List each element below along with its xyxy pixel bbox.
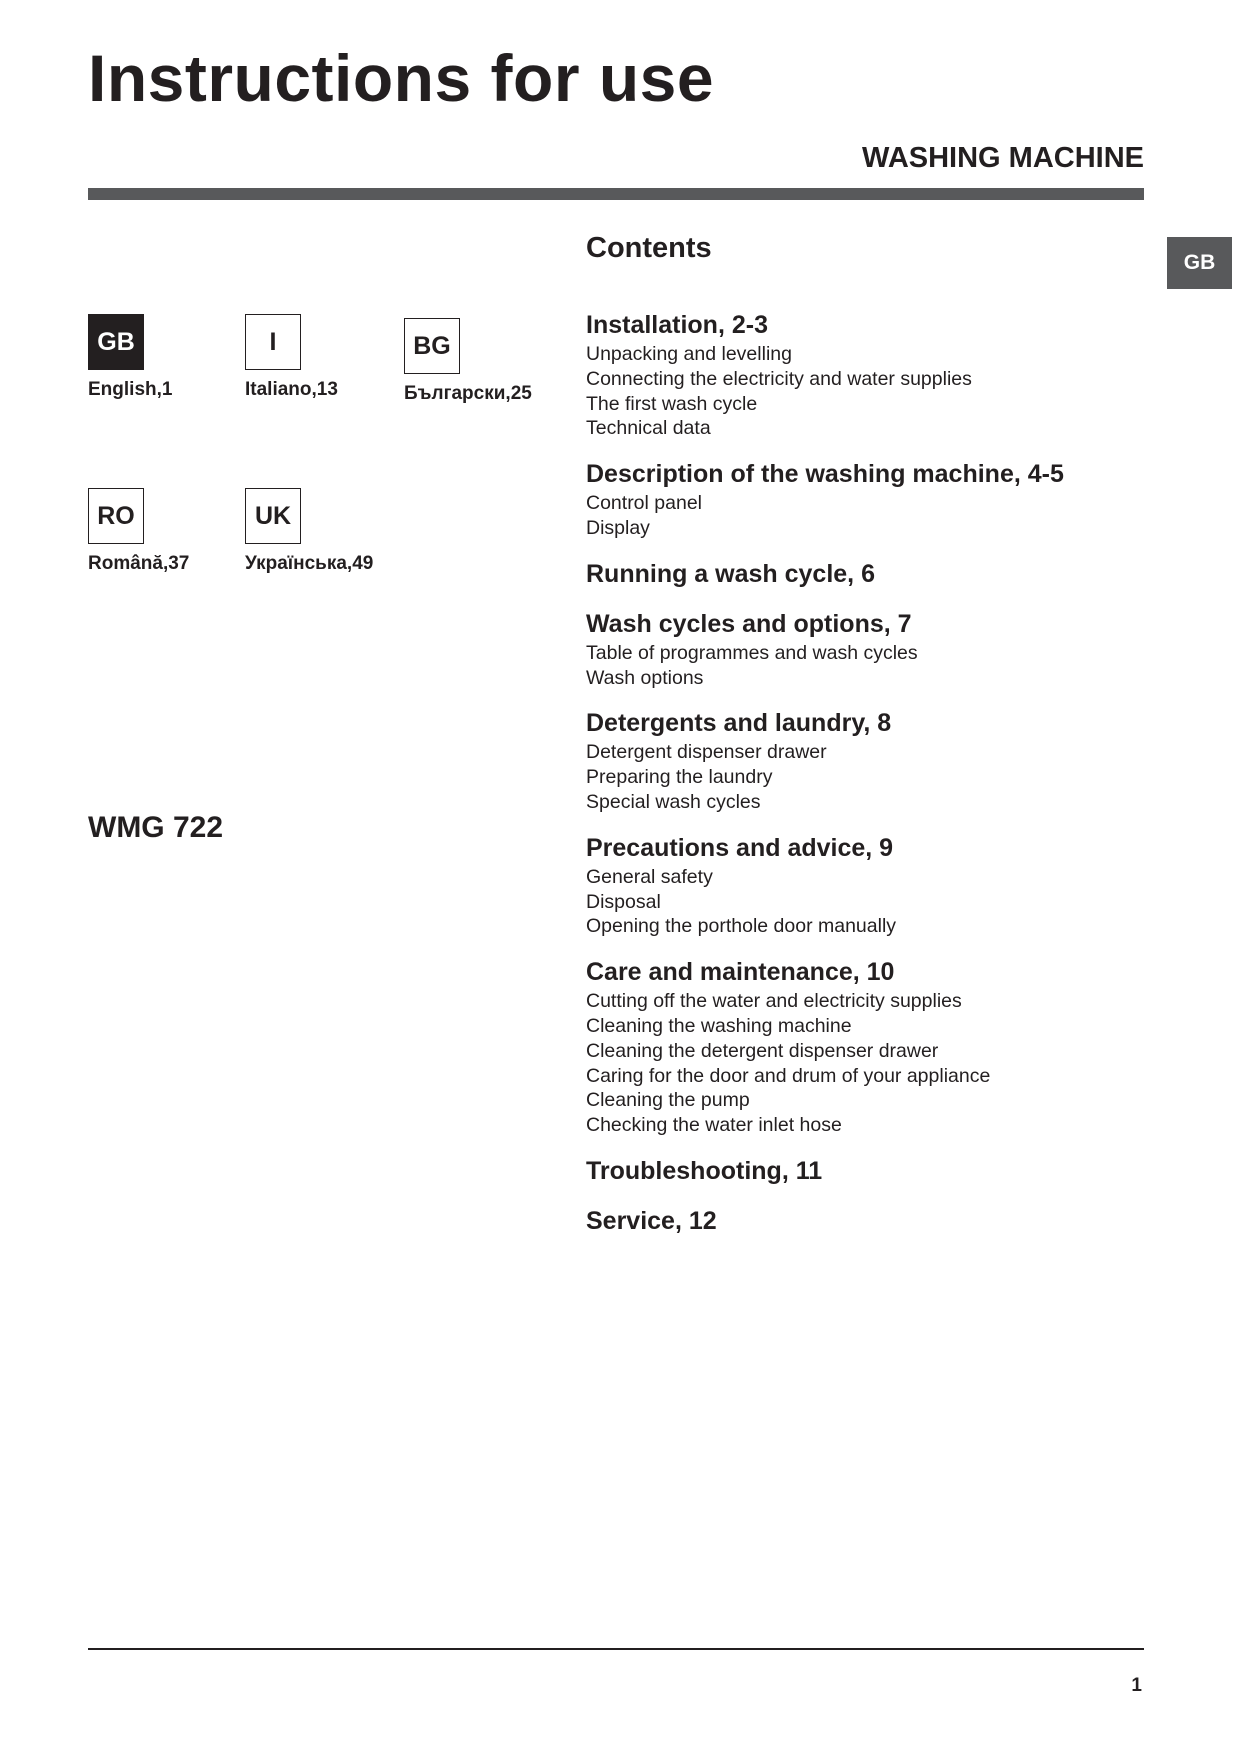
table-of-contents	[586, 308, 1146, 1254]
language-label: Italiano,13	[245, 379, 338, 400]
page-number: 1	[1131, 1675, 1142, 1696]
language-code-badge: RO	[88, 488, 144, 544]
product-type: WASHING MACHINE	[862, 142, 1144, 174]
toc-section	[586, 1154, 1146, 1188]
toc-section-title[interactable]: Precautions and advice, 9	[586, 833, 894, 862]
toc-section	[586, 557, 1146, 591]
toc-section	[586, 955, 1146, 1138]
language-code-badge: GB	[88, 314, 144, 370]
toc-subitem[interactable]: Opening the porthole door manually	[586, 915, 897, 938]
toc-section-title[interactable]: Wash cycles and options, 7	[586, 609, 912, 638]
language-item-gb[interactable]	[88, 314, 238, 402]
toc-subitem[interactable]: Special wash cycles	[586, 790, 761, 813]
toc-subitem[interactable]: Cleaning the washing machine	[586, 1014, 852, 1037]
toc-subitem[interactable]: Table of programmes and wash cycles	[586, 641, 918, 664]
toc-subitem[interactable]: Detergent dispenser drawer	[586, 741, 827, 764]
language-item-uk[interactable]	[245, 488, 395, 576]
language-code-badge: UK	[245, 488, 301, 544]
toc-section-title[interactable]: Installation, 2-3	[586, 311, 768, 339]
toc-section	[586, 457, 1146, 541]
toc-section-title[interactable]: Care and maintenance, 10	[586, 958, 895, 987]
language-code-badge: BG	[404, 318, 460, 374]
language-item-it[interactable]	[245, 314, 395, 402]
language-item-bg[interactable]	[404, 318, 554, 406]
toc-subitem[interactable]: Connecting the electricity and water supplies	[586, 367, 972, 390]
toc-section	[586, 706, 1146, 814]
toc-section-title[interactable]: Troubleshooting, 11	[586, 1156, 823, 1185]
language-label: Українська,49	[245, 553, 374, 574]
toc-subitem[interactable]: Cutting off the water and electricity supplies	[586, 990, 962, 1013]
toc-subitem[interactable]: Caring for the door and drum of your appliance	[586, 1064, 991, 1087]
toc-section-title[interactable]: Running a wash cycle, 6	[586, 559, 875, 588]
header-rule	[88, 188, 1144, 200]
model-number: WMG 722	[88, 811, 224, 844]
toc-section	[586, 831, 1146, 939]
toc-subitem[interactable]: Wash options	[586, 666, 704, 689]
toc-section	[586, 308, 1146, 441]
language-label: English,1	[88, 379, 173, 400]
document-title: Instructions for use	[88, 41, 715, 115]
toc-subitem[interactable]: Preparing the laundry	[586, 766, 773, 789]
toc-section-title[interactable]: Detergents and laundry, 8	[586, 709, 892, 738]
footer-rule	[88, 1648, 1144, 1650]
toc-subitem[interactable]: Cleaning the pump	[586, 1089, 750, 1112]
toc-subitem[interactable]: Cleaning the detergent dispenser drawer	[586, 1039, 939, 1062]
language-side-tab: GB	[1167, 237, 1232, 289]
language-code-badge: I	[245, 314, 301, 370]
toc-section	[586, 1204, 1146, 1238]
language-label: Български,25	[404, 383, 532, 404]
toc-subitem[interactable]: Technical data	[586, 417, 711, 440]
toc-subitem[interactable]: Display	[586, 516, 650, 539]
toc-section-title[interactable]: Service, 12	[586, 1206, 717, 1235]
language-item-ro[interactable]	[88, 488, 238, 576]
contents-heading: Contents	[586, 232, 712, 264]
toc-subitem[interactable]: Disposal	[586, 890, 661, 913]
toc-subitem[interactable]: The first wash cycle	[586, 392, 758, 415]
toc-subitem[interactable]: General safety	[586, 865, 713, 888]
toc-section-title[interactable]: Description of the washing machine, 4-5	[586, 460, 1064, 489]
language-label: Română,37	[88, 553, 190, 574]
toc-section	[586, 607, 1146, 691]
toc-subitem[interactable]: Checking the water inlet hose	[586, 1114, 842, 1137]
toc-subitem[interactable]: Control panel	[586, 492, 702, 515]
toc-subitem[interactable]: Unpacking and levelling	[586, 343, 792, 365]
